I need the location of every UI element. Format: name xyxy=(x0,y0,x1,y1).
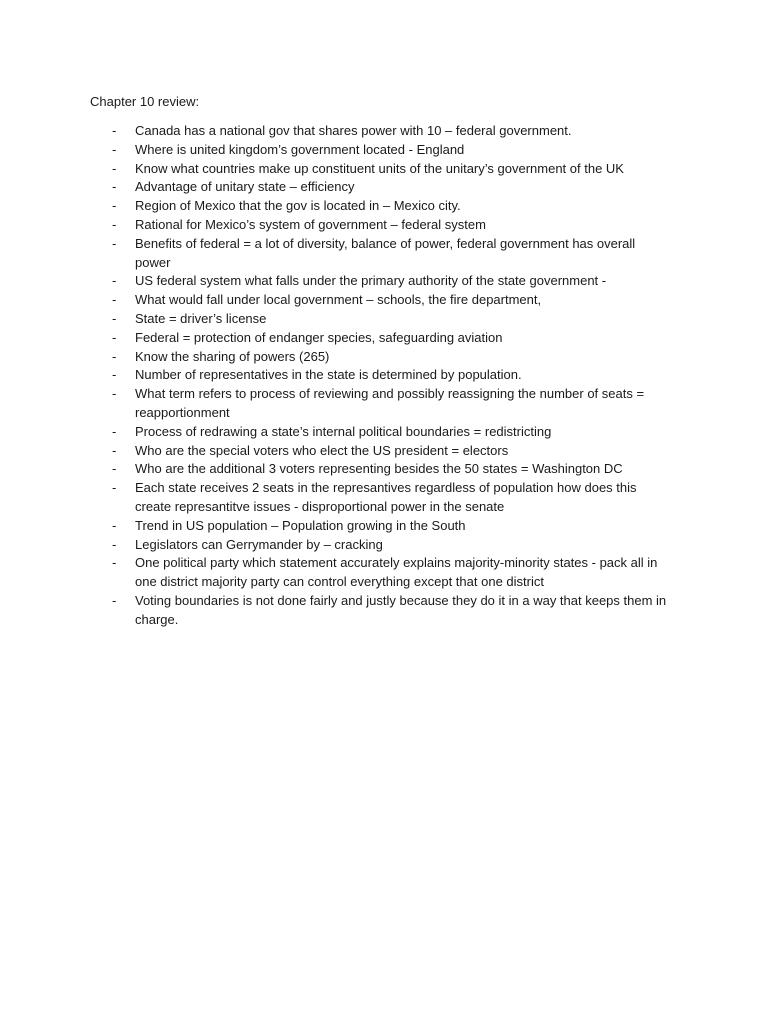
list-item-text: Rational for Mexico’s system of government – federal system xyxy=(135,216,486,232)
list-item xyxy=(0,348,768,367)
list-item xyxy=(0,554,768,592)
list-item xyxy=(0,310,768,329)
bullet-dash: - xyxy=(112,179,117,195)
list-item xyxy=(0,141,768,160)
bullet-dash: - xyxy=(112,536,117,552)
bullet-dash: - xyxy=(112,442,117,458)
list-item-text: Advantage of unitary state – efficiency xyxy=(135,179,355,195)
bullet-dash: - xyxy=(112,273,117,289)
list-item-text: Who are the additional 3 voters representing besides the 50 states = Washington DC xyxy=(135,461,623,477)
list-item-text: Each state receives 2 seats in the represantives regardless of population how does this create represantitve issues - disproportional power in the senate xyxy=(135,480,637,514)
list-item xyxy=(0,536,768,555)
list-item xyxy=(0,442,768,461)
bullet-dash: - xyxy=(112,216,117,232)
bullet-dash: - xyxy=(112,329,117,345)
list-item-text: Process of redrawing a state’s internal political boundaries = redistricting xyxy=(135,423,552,439)
list-item xyxy=(0,197,768,216)
list-item xyxy=(0,272,768,291)
bullet-dash: - xyxy=(112,292,117,308)
bullet-dash: - xyxy=(112,198,117,214)
list-item-text: What term refers to process of reviewing and possibly reassigning the number of seats = reapportionment xyxy=(135,386,645,420)
bullet-dash: - xyxy=(112,461,117,477)
bullet-dash: - xyxy=(112,367,117,383)
list-item xyxy=(0,385,768,423)
bullet-dash: - xyxy=(112,423,117,439)
list-item-text: Number of representatives in the state is determined by population. xyxy=(135,367,522,383)
list-item-text: One political party which statement accurately explains majority-minority states - pack all in one district majority party can control everything except that one district xyxy=(135,555,658,590)
list-item-text: What would fall under local government – schools, the fire department, xyxy=(135,292,542,308)
list-item-text: US federal system what falls under the primary authority of the state government - xyxy=(135,273,607,289)
bullet-dash: - xyxy=(112,517,117,533)
list-item-text: Who are the special voters who elect the US president = electors xyxy=(135,442,509,458)
bullet-dash: - xyxy=(112,123,117,138)
list-item-text: Benefits of federal = a lot of diversity, balance of power, federal government has overall power xyxy=(135,235,636,270)
list-item xyxy=(0,160,768,179)
list-item xyxy=(0,235,768,273)
list-item xyxy=(0,122,768,141)
list-item-text: State = driver’s license xyxy=(135,310,267,326)
bullet-dash: - xyxy=(112,592,117,608)
list-item xyxy=(0,517,768,536)
list-item-text: Canada has a national gov that shares power with 10 – federal government. xyxy=(135,123,572,138)
list-item-text: Know what countries make up constituent units of the unitary’s government of the UK xyxy=(135,160,624,176)
bullet-dash: - xyxy=(112,386,117,402)
list-item xyxy=(0,592,768,630)
list-item-text: Federal = protection of endanger species, safeguarding aviation xyxy=(135,329,503,345)
bullet-dash: - xyxy=(112,141,117,157)
review-list xyxy=(0,122,768,630)
bullet-dash: - xyxy=(112,348,117,364)
bullet-dash: - xyxy=(112,555,117,571)
list-item xyxy=(0,460,768,479)
list-item xyxy=(0,329,768,348)
list-item xyxy=(0,291,768,310)
list-item xyxy=(0,366,768,385)
list-item-text: Voting boundaries is not done fairly and justly because they do it in a way that keeps them in charge. xyxy=(135,592,667,627)
list-item xyxy=(0,178,768,197)
list-item-text: Region of Mexico that the gov is located in – Mexico city. xyxy=(135,198,461,214)
list-item-text: Legislators can Gerrymander by – cracking xyxy=(135,536,383,552)
bullet-dash: - xyxy=(112,480,117,496)
list-item-text: Know the sharing of powers (265) xyxy=(135,348,330,364)
list-item-text: Where is united kingdom’s government located - England xyxy=(135,141,465,157)
bullet-dash: - xyxy=(112,160,117,176)
list-item xyxy=(0,479,768,517)
bullet-dash: - xyxy=(112,310,117,326)
list-item-text: Trend in US population – Population growing in the South xyxy=(135,517,466,533)
bullet-dash: - xyxy=(112,235,117,251)
list-item xyxy=(0,216,768,235)
list-item xyxy=(0,423,768,442)
document-heading: Chapter 10 review: xyxy=(90,94,200,109)
